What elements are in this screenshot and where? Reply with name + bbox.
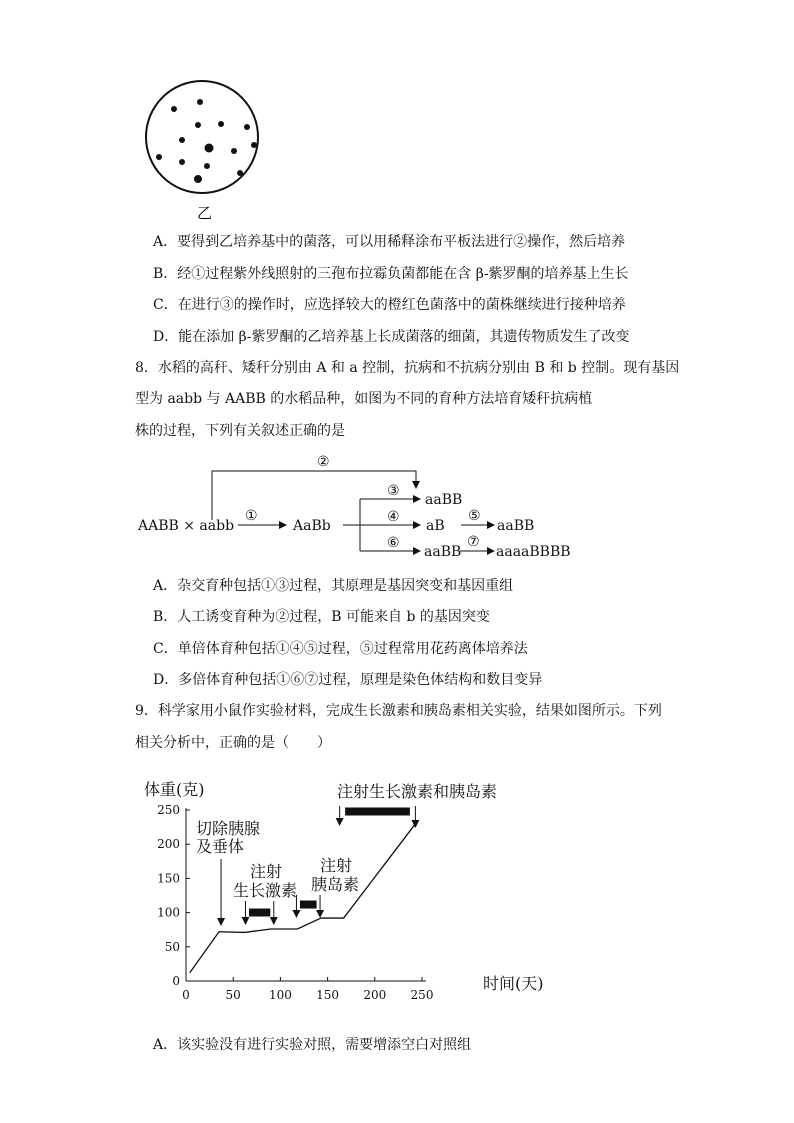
q8-stem-line-1: 8．水稻的高秆、矮秆分别由 A 和 a 控制，抗病和不抗病分别由 B 和 b 控制。现有基因	[135, 360, 680, 376]
y-tick-label: 0	[172, 974, 180, 988]
q9-stem-line-1: 9．科学家用小鼠作实验材料，完成生长激素和胰岛素相关实验，结果如图所示。下列	[135, 703, 662, 719]
parents-label: AABB × aabb	[138, 518, 235, 534]
x-tick-label: 100	[268, 988, 292, 1002]
annotation-ins-bar	[300, 901, 316, 908]
y-tick-label: 250	[157, 803, 180, 817]
x-tick-label: 150	[316, 988, 340, 1002]
q9-option-a: A．该实验没有进行实验对照，需要增添空白对照组	[153, 1037, 472, 1053]
annotation-remove-line-2: 及垂体	[196, 837, 245, 856]
annotation-both-bar	[346, 808, 410, 815]
y-tick-label: 50	[164, 939, 180, 954]
q8-option-d: D．多倍体育种包括①⑥⑦过程，原理是染色体结构和数目变异	[153, 672, 543, 688]
q8-stem-line-3: 株的过程，下列有关叙述正确的是	[135, 423, 345, 439]
annotation-gh-bar	[249, 909, 269, 916]
x-tick-label: 200	[363, 988, 387, 1002]
f1-label: AaBb	[293, 518, 331, 534]
petri-dish	[146, 81, 258, 193]
q8-option-a: A．杂交育种包括①③过程，其原理是基因突变和基因重组	[153, 578, 514, 594]
y-tick-label: 150	[157, 871, 180, 886]
q8-option-c: C．单倍体育种包括①④⑤过程，⑤过程常用花药离体培养法	[153, 641, 528, 657]
annotation-gh-line-1: 注射	[250, 862, 283, 881]
weight-chart	[130, 770, 590, 1015]
q7-option-c: C．在进行③的操作时，应选择较大的橙红色菌落中的菌株继续进行接种培养	[153, 297, 626, 313]
step-4-label: ④	[387, 509, 400, 525]
y-tick-label: 200	[157, 837, 180, 852]
annotation-ins-line-1: 注射	[320, 856, 353, 875]
step-7-label: ⑦	[467, 534, 480, 550]
q8-option-b: B．人工诱变育种为②过程，B 可能来自 b 的基因突变	[153, 609, 490, 625]
petri-dish-label: 乙	[197, 204, 213, 222]
result-aaBB-bot: aaBB	[424, 544, 462, 560]
step-2-label: ②	[317, 454, 330, 470]
step-5-label: ⑤	[468, 508, 481, 524]
result-tetraploid: aaaaBBBB	[496, 544, 571, 560]
q7-option-d: D．能在添加 β-紫罗酮的乙培养基上长成菌落的细菌，其遗传物质发生了改变	[153, 329, 630, 345]
result-aaBB-top: aaBB	[425, 492, 463, 508]
chart-ylabel: 体重(克)	[144, 780, 205, 799]
q9-stem-line-2: 相关分析中，正确的是（ ）	[135, 735, 331, 751]
step-1-label: ①	[245, 508, 258, 524]
step-3-label: ③	[387, 483, 400, 499]
chart-xlabel: 时间(天)	[483, 974, 544, 993]
colonies	[156, 99, 257, 183]
y-tick-label: 100	[157, 905, 180, 920]
petri-dish-figure	[135, 78, 275, 223]
q7-option-b: B．经①过程紫外线照射的三孢布拉霉负菌都能在含 β-紫罗酮的培养基上生长	[153, 266, 629, 282]
x-tick-label: 250	[410, 988, 434, 1002]
q7-option-a: A．要得到乙培养基中的菌落，可以用稀释涂布平板法进行②操作，然后培养	[153, 234, 626, 250]
result-aB: aB	[426, 518, 445, 534]
annotation-gh-line-2: 生长激素	[233, 881, 298, 900]
result-aaBB-mid: aaBB	[497, 518, 535, 534]
annotation-remove-line-1: 切除胰腺	[196, 819, 261, 838]
x-tick-label: 0	[182, 988, 190, 1002]
step-6-label: ⑥	[387, 535, 400, 551]
breeding-diagram	[130, 450, 610, 565]
q8-stem-line-2: 型为 aabb 与 AABB 的水稻品种，如图为不同的育种方法培育矮秆抗病植	[135, 391, 593, 407]
annotation-ins-line-2: 胰岛素	[311, 875, 360, 894]
annotation-both-label: 注射生长激素和胰岛素	[337, 782, 498, 801]
x-tick-label: 50	[225, 988, 241, 1002]
